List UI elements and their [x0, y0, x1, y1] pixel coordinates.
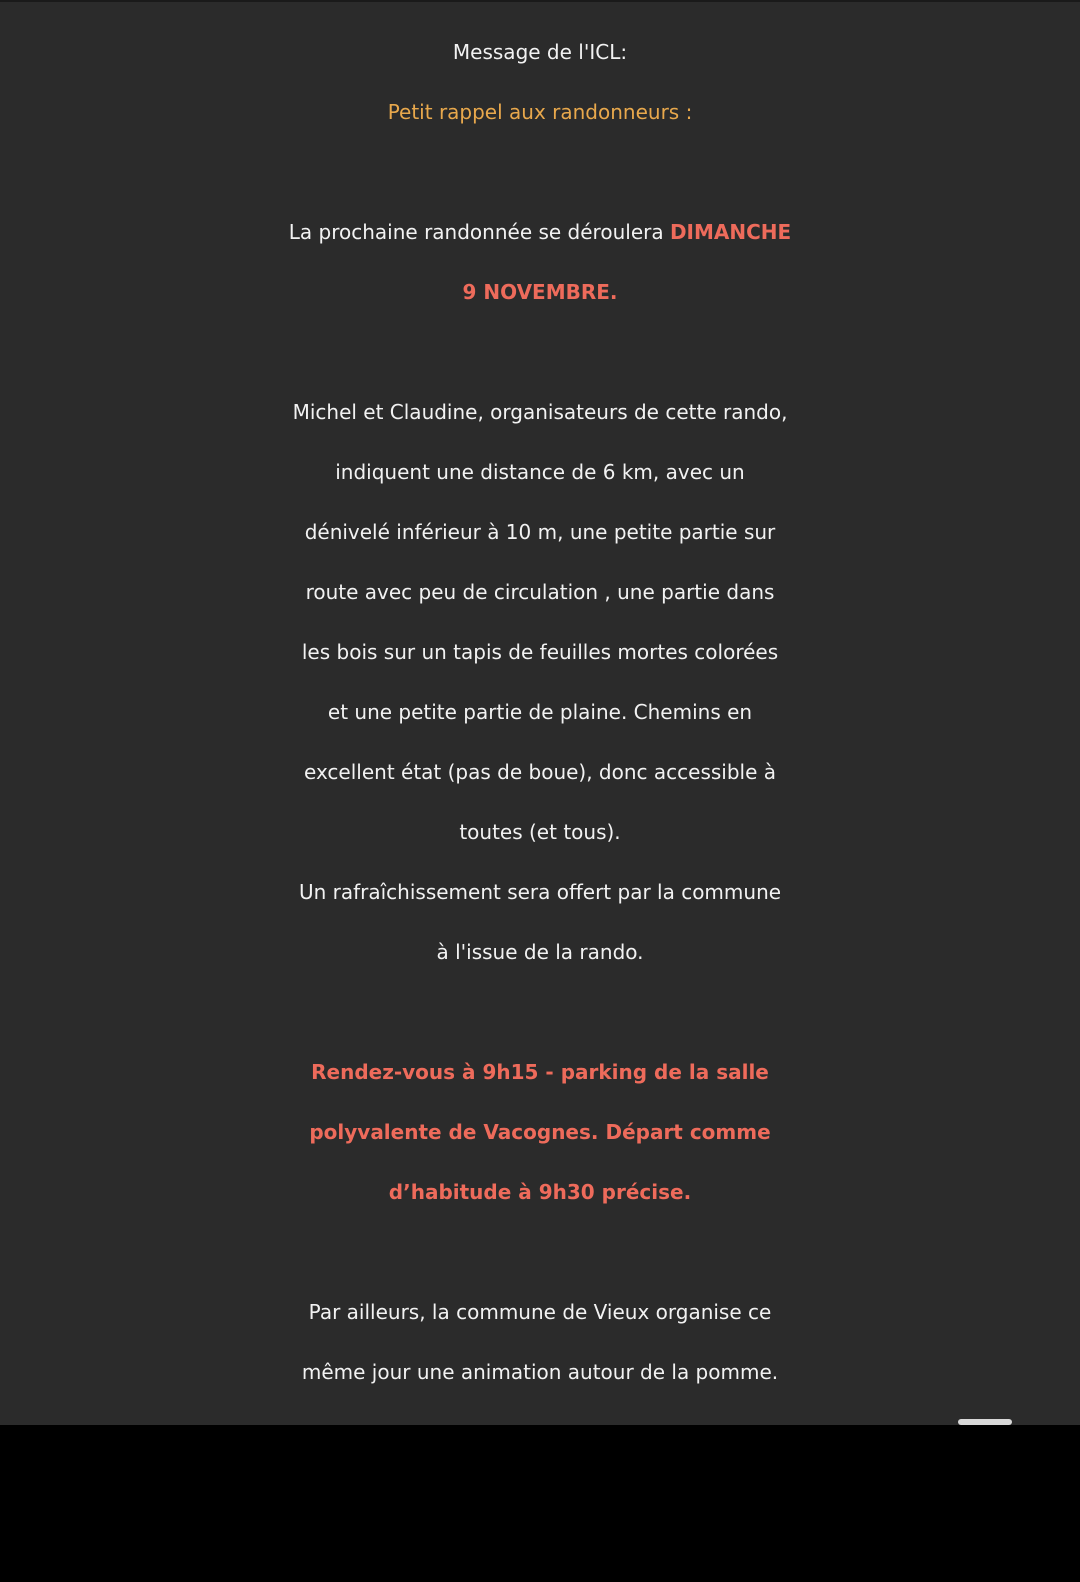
meeting-line: polyvalente de Vacognes. Départ comme	[309, 1120, 771, 1144]
message-header: Message de l'ICL:	[452, 40, 628, 64]
date-intro: La prochaine randonnée se déroulera	[288, 220, 670, 244]
body-line: route avec peu de circulation , une partie dans	[305, 580, 775, 604]
body-line: toutes (et tous).	[459, 820, 621, 844]
closing-line: même jour une animation autour de la pomme.	[301, 1360, 779, 1384]
date-line	[0, 210, 1080, 254]
date-highlight-day: DIMANCHE	[669, 220, 792, 244]
date-highlight-date: 9 NOVEMBRE.	[462, 280, 618, 304]
body-line: dénivelé inférieur à 10 m, une petite partie sur	[304, 520, 776, 544]
meeting-line: d’habitude à 9h30 précise.	[388, 1180, 692, 1204]
body-line: indiquent une distance de 6 km, avec un	[335, 460, 745, 484]
body-line: les bois sur un tapis de feuilles mortes colorées	[301, 640, 779, 664]
closing-line: Par ailleurs, la commune de Vieux organise ce	[308, 1300, 772, 1324]
body-line: et une petite partie de plaine. Chemins en	[327, 700, 753, 724]
body-line: Un rafraîchissement sera offert par la commune	[298, 880, 782, 904]
scroll-handle[interactable]	[958, 1419, 1012, 1425]
body-line: Michel et Claudine, organisateurs de cette rando,	[292, 400, 788, 424]
message-subheader: Petit rappel aux randonneurs :	[387, 100, 693, 124]
body-line: excellent état (pas de boue), donc accessible à	[303, 760, 777, 784]
body-line: à l'issue de la rando.	[436, 940, 644, 964]
meeting-line: Rendez-vous à 9h15 - parking de la salle	[311, 1060, 769, 1084]
